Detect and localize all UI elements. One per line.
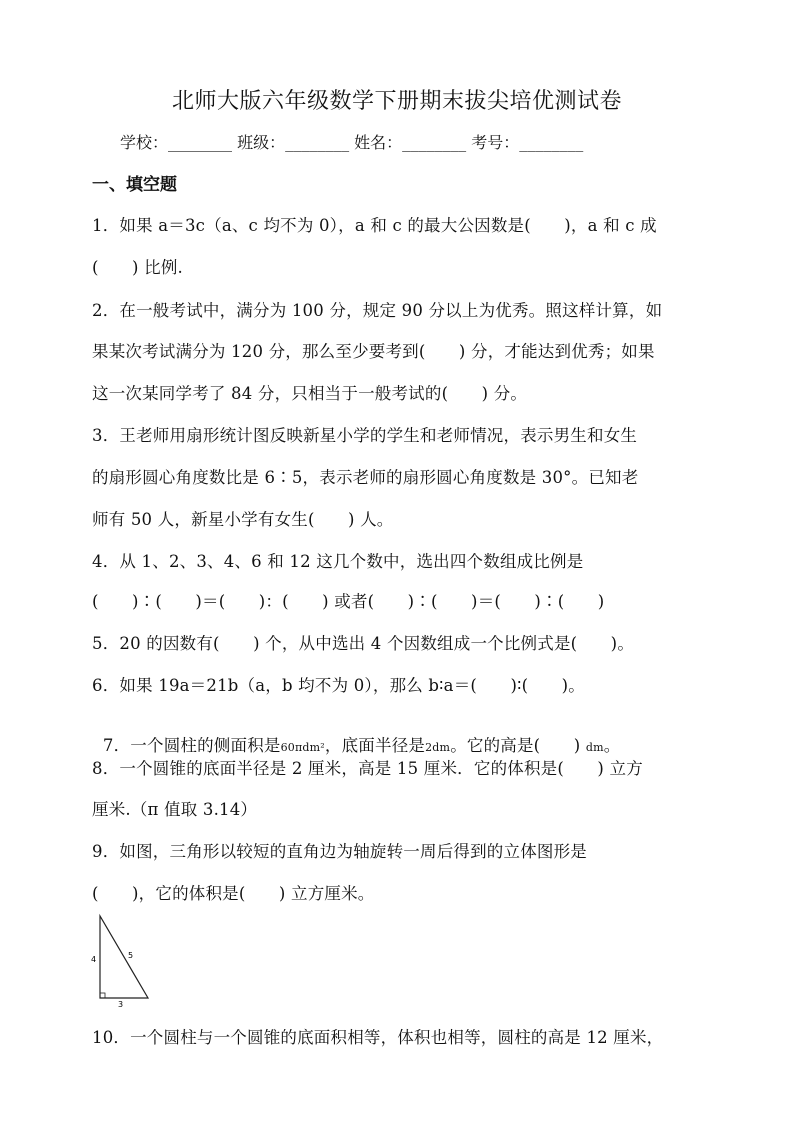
student-info-line: 学校：________ 班级：________ 姓名：________ 考号：________ <box>120 133 584 152</box>
question-5-line: 5．20 的因数有( ) 个，从中选出 4 个因数组成一个比例式是( )。 <box>92 634 635 653</box>
question-7-prefix: 7．一个圆柱的侧面积是 <box>102 736 281 755</box>
triangle-shape <box>100 916 148 998</box>
question-7-mid: ，底面半径是 <box>324 736 426 755</box>
question-6-line: 6．如果 19a＝21b（a，b 均不为 0），那么 b∶a＝( )∶( )。 <box>92 676 585 695</box>
question-2-line-2: 果某次考试满分为 120 分，那么至少要考到( ) 分，才能达到优秀；如果 <box>92 342 655 361</box>
page-title: 北师大版六年级数学下册期末拔尖培优测试卷 <box>171 89 622 114</box>
side-label-left: 4 <box>91 955 97 964</box>
question-7-line <box>92 713 620 756</box>
question-3-line-3: 师有 50 人，新星小学有女生( ) 人。 <box>92 510 394 529</box>
section-title: 一、填空题 <box>92 175 177 195</box>
question-3-line-1: 3．王老师用扇形统计图反映新星小学的学生和老师情况，表示男生和女生 <box>92 426 638 445</box>
right-angle-mark <box>100 993 105 998</box>
side-label-hypotenuse: 5 <box>128 951 134 960</box>
question-2-line-1: 2．在一般考试中，满分为 100 分，规定 90 分以上为优秀。照这样计算，如 <box>92 301 663 320</box>
question-7-end: 。 <box>603 736 621 755</box>
question-2-line-3: 这一次某同学考了 84 分，只相当于一般考试的( ) 分。 <box>92 384 528 403</box>
question-1-line-1: 1．如果 a＝3c（a、c 均不为 0），a 和 c 的最大公因数是( )，a 和 c 成 <box>92 216 657 235</box>
question-7-unit: dm <box>585 741 604 754</box>
question-4-line-2: ( )∶( )＝( )：( ) 或者( )∶( )＝( )∶( ) <box>92 592 605 611</box>
question-8-line-1: 8．一个圆锥的底面半径是 2 厘米，高是 15 厘米．它的体积是( ) 立方 <box>92 759 643 778</box>
question-9-line-1: 9．如图，三角形以较短的直角边为轴旋转一周后得到的立体图形是 <box>92 842 587 861</box>
question-7-radius: 2dm <box>425 741 451 754</box>
side-label-bottom: 3 <box>118 1000 124 1009</box>
question-7-area: 60πdm² <box>280 741 325 754</box>
right-triangle-figure <box>86 910 166 1010</box>
question-1-line-2: ( ) 比例. <box>92 258 183 277</box>
question-7-suffix: 。它的高是( ) <box>450 736 581 755</box>
question-10-line-1: 10．一个圆柱与一个圆锥的底面积相等，体积也相等，圆柱的高是 12 厘米， <box>92 1028 664 1047</box>
question-4-line-1: 4．从 1、2、3、4、6 和 12 这几个数中，选出四个数组成比例是 <box>92 552 584 571</box>
question-8-line-2: 厘米.（π 值取 3.14） <box>92 800 258 819</box>
question-3-line-2: 的扇形圆心角度数比是 6∶5，表示老师的扇形圆心角度数是 30°。已知老 <box>92 468 639 487</box>
question-9-line-2: ( )，它的体积是( ) 立方厘米。 <box>92 884 375 903</box>
